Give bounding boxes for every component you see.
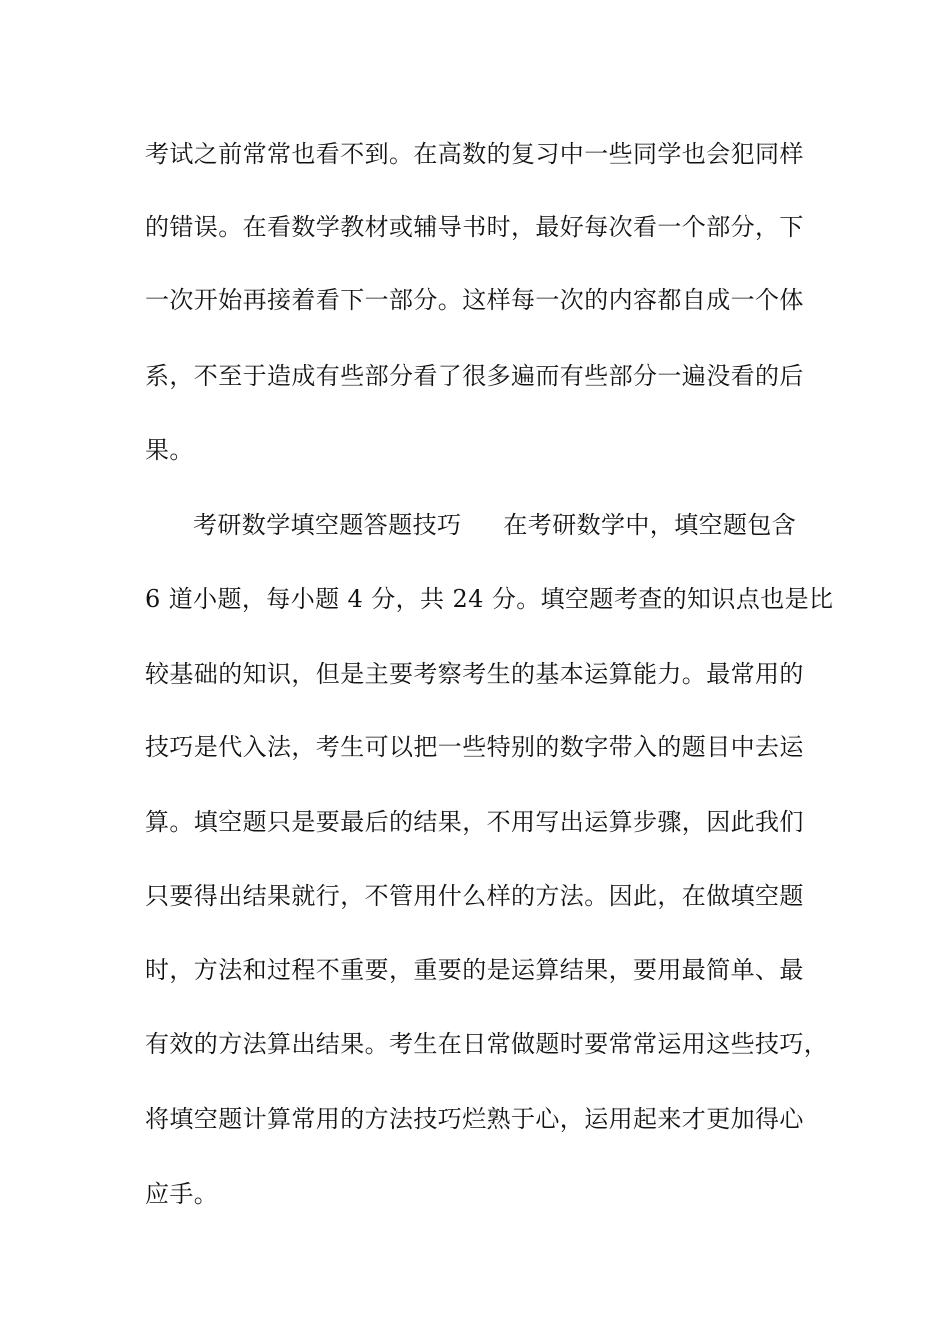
section-first-line: 在考研数学中，填空题包含 [503, 511, 797, 539]
paragraph-line: 一次开始再接着看下一部分。这样每一次的内容都自成一个体 [145, 286, 804, 314]
paragraph-line: 系，不至于造成有些部分看了很多遍而有些部分一遍没看的后 [145, 362, 804, 390]
section-line: 有效的方法算出结果。考生在日常做题时要常常运用这些技巧， [145, 1030, 829, 1058]
paragraph-line: 的错误。在看数学教材或辅导书时，最好每次看一个部分，下 [145, 213, 804, 241]
section-line: 应手。 [145, 1180, 219, 1208]
paragraph-line: 考试之前常常也看不到。在高数的复习中一些同学也会犯同样 [145, 140, 804, 168]
section-line: 技巧是代入法，考生可以把一些特别的数字带入的题目中去运 [145, 733, 804, 761]
section-line: 只要得出结果就行，不管用什么样的方法。因此，在做填空题 [145, 882, 804, 910]
section-title: 考研数学填空题答题技巧 [193, 511, 462, 539]
section-line: 6 道小题，每小题 4 分，共 24 分。填空题考查的知识点也是比 [145, 585, 834, 613]
section-line: 较基础的知识，但是主要考察考生的基本运算能力。最常用的 [145, 660, 804, 688]
section-heading-line [193, 505, 815, 545]
paragraph-line: 果。 [145, 436, 194, 464]
section-line: 将填空题计算常用的方法技巧烂熟于心，运用起来才更加得心 [145, 1105, 804, 1133]
section-line: 算。填空题只是要最后的结果，不用写出运算步骤，因此我们 [145, 808, 804, 836]
section-line: 时，方法和过程不重要，重要的是运算结果，要用最简单、最 [145, 956, 804, 984]
